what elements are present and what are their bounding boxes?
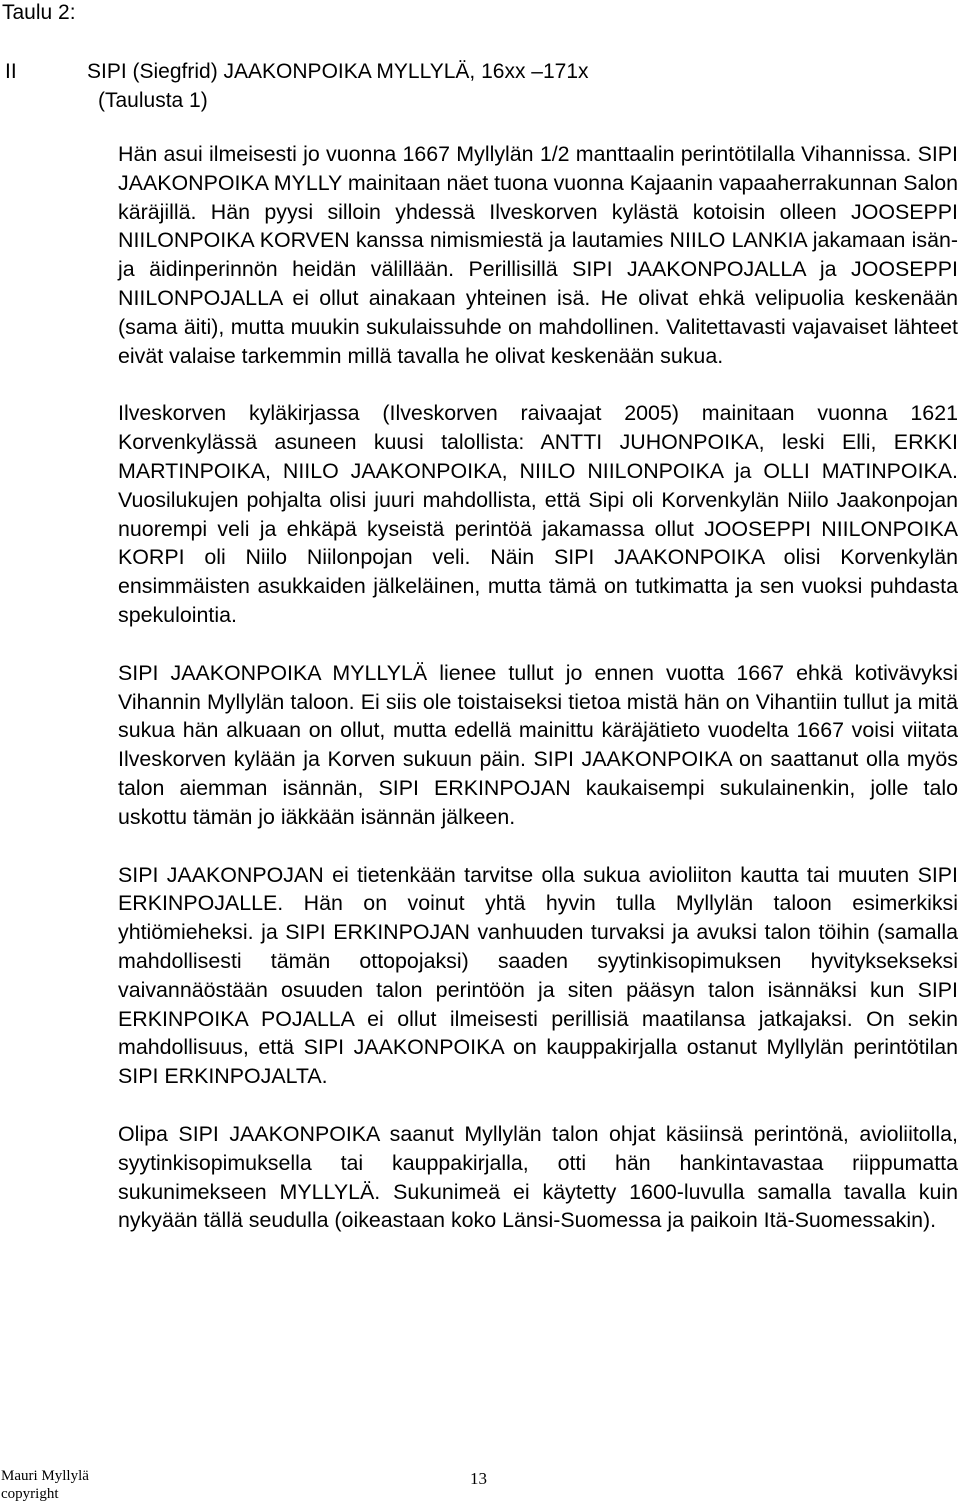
section-numeral: II	[5, 60, 17, 83]
paragraph: Ilveskorven kyläkirjassa (Ilveskorven raivaajat 2005) mainitaan vuonna 1621 Korvenkylässä asuneen kuusi talollista: ANTTI JUHONPOIKA, leski Elli, ERKKI MARTINPOIKA, NIILO JAAKONPOIKA, NIILO NIILONPOIKA ja OLLI MATINPOIKA. Vuosilukujen pohjalta olisi juuri mahdollista, että Sipi oli Korvenkylän Niilo Jaakonpojan nuorempi veli ja ehkäpä kyseistä perintöä jakamassa ollut JOOSEPPI NIILONPOIKA KORPI oli Niilo Niilonpojan veli. Näin SIPI JAAKONPOIKA olisi Korvenkylän ensimmäisten asukkaiden jälkeläinen, mutta tämä on tutkimatta ja sen vuoksi puhdasta spekulointia.	[118, 401, 958, 627]
footer-author: Mauri Myllylä	[1, 1468, 89, 1484]
paragraph: Olipa SIPI JAAKONPOIKA saanut Myllylän talon ohjat käsiinsä perintönä, avioliitolla, syytinkisopimuksella tai kauppakirjalla, otti hän hankintavastaa riippumatta sukunimekseen MYLLYLÄ. Sukunimeä ei käytetty 1600-luvulla samalla tavalla kuin nykyään tällä seudulla (oikeastaan koko Länsi-Suomessa ja paikoin Itä-Suomessakin).	[118, 1121, 958, 1233]
page-title: Taulu 2:	[2, 1, 76, 24]
page-number: 13	[470, 1469, 487, 1488]
paragraph: Hän asui ilmeisesti jo vuonna 1667 Myllylän 1/2 manttaalin perintötilalla Vihannissa. SIPI JAAKONPOIKA MYLLY mainitaan näet tuona vuonna Kajaanin vapaaherrakunnan Salon käräjillä. Hän pyysi silloin yhdessä Ilveskorven kylästä kotoisin olleen JOOSEPPI NIILONPOIKA KORVEN kanssa nimismiestä ja lautamies NIILO LANKIA jakamaan isän- ja äidinperinnön heidän välillään. Perillisillä SIPI JAAKONPOJALLA ja JOOSEPPI NIILONPOJALLA ei ollut ainakaan yhteinen isä. He olivat ehkä velipuolia keskenään (sama äiti), mutta muukin sukulaissuhde on mahdollinen. Valitettavasti vajavaiset lähteet eivät valaise tarkemmin millä tavalla he olivat keskenään sukua.	[118, 142, 958, 368]
section-heading: SIPI (Siegfrid) JAAKONPOIKA MYLLYLÄ, 16xx –171x	[87, 60, 589, 83]
paragraph: SIPI JAAKONPOIKA MYLLYLÄ lienee tullut jo ennen vuotta 1667 ehkä kotivävyksi Vihannin Myllylän taloon. Ei siis ole toistaiseksi tietoa mistä hän on Vihantiin tullut ja mitä sukua hän alkuaan on ollut, mutta edellä mainittu käräjätieto vuodelta 1667 voisi viitata Ilveskorven kylään ja Korven sukuun päin. SIPI JAAKONPOIKA on saattanut olla myös talon aiemman isännän, SIPI ERKINPOJAN kaukaisempi sukulainenkin, jolle talo uskottu tämän jo iäkkään isännän jälkeen.	[118, 660, 958, 829]
paragraph: SIPI JAAKONPOJAN ei tietenkään tarvitse olla sukua avioliiton kautta tai muuten SIPI ERKINPOJALLE. Hän on voinut yhtä hyvin tulla Myllylän taloon esimerkiksi yhtiömieheksi. ja SIPI ERKINPOJAN vanhuuden turvaksi ja avuksi talon töihin (samalla mahdollisesti tämän ottopojaksi) saaden syytinkisopimuksen hyvityksekseksi vaivannäöstään osuuden talon perintöön ja siten pääsyn talon isännäksi kun SIPI ERKINPOIKA POJALLA ei ollut ilmeisesti perillisiä maatilansa jatkajaksi. On sekin mahdollisuus, että SIPI JAAKONPOIKA on kauppakirjalla ostanut Myllylän perintötilan SIPI ERKINPOJALTA.	[118, 862, 958, 1089]
document-body	[118, 140, 958, 1264]
section-heading-reference: (Taulusta 1)	[98, 89, 208, 112]
footer-copyright: copyright	[1, 1486, 59, 1502]
